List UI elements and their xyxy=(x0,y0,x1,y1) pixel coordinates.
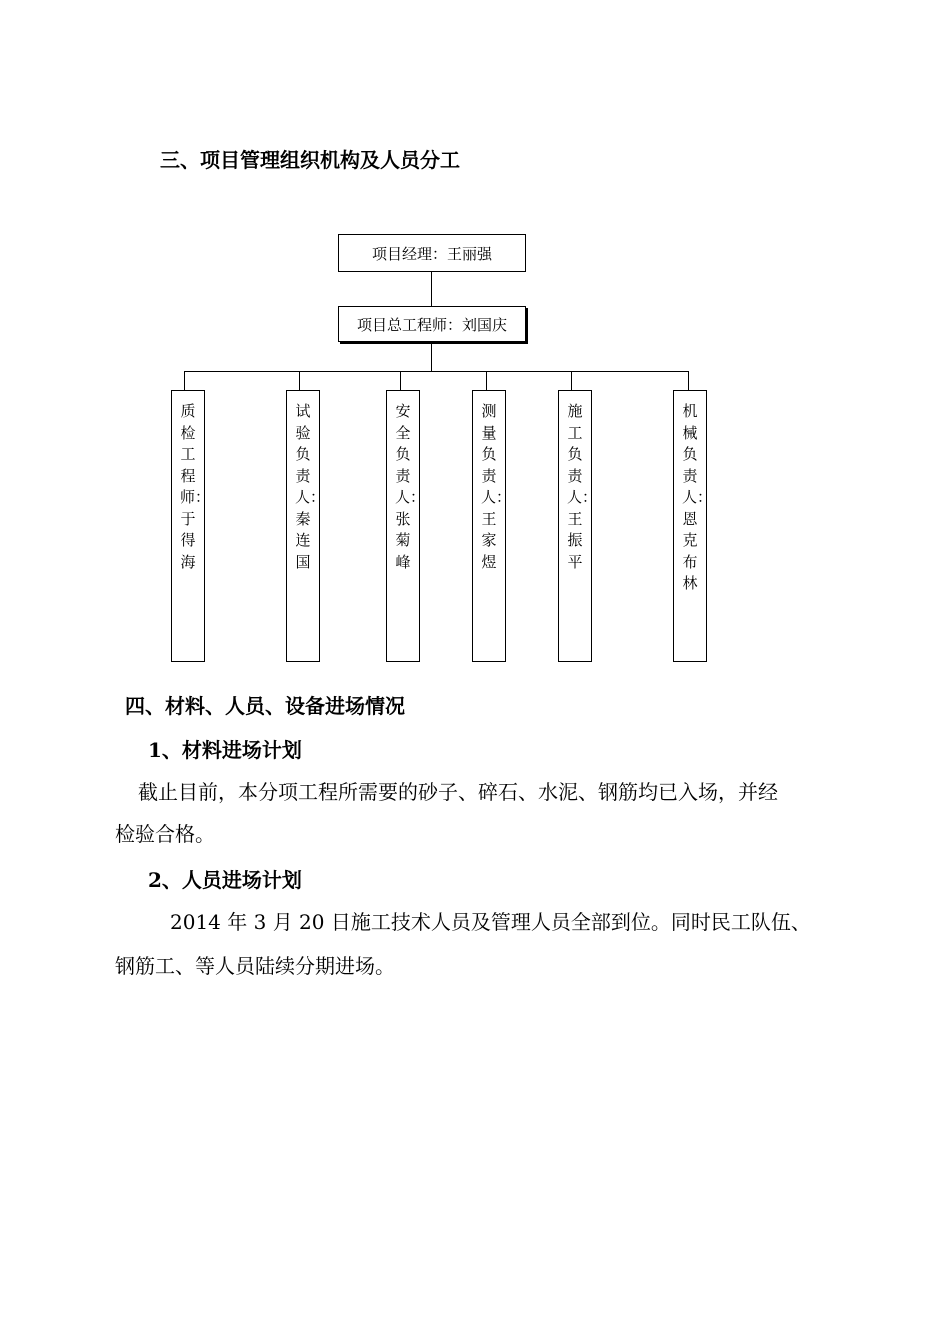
connector-line xyxy=(571,371,572,390)
org-member-label: 测量负责人：王家煜 xyxy=(481,402,512,571)
connector-line xyxy=(299,371,300,390)
org-chief-engineer-box xyxy=(338,306,526,342)
org-member-label: 安全负责人：张菊峰 xyxy=(395,402,426,571)
org-member-box xyxy=(386,390,426,662)
section-3-title: 三、项目管理组织机构及人员分工 xyxy=(160,148,460,172)
connector-line xyxy=(184,371,185,390)
branch-line xyxy=(184,371,689,372)
connector-line xyxy=(400,371,401,390)
org-member-box xyxy=(171,390,211,662)
org-member-box xyxy=(558,390,598,662)
connector-line xyxy=(431,344,432,371)
org-member-box xyxy=(472,390,512,662)
org-manager-label: 项目经理：王丽强 xyxy=(371,244,492,263)
org-member-label: 质检工程师：于得海 xyxy=(180,402,211,571)
subsection-1-title: 1、材料进场计划 xyxy=(148,738,302,762)
org-member-label: 试验负责人：秦连国 xyxy=(295,402,326,571)
paragraph-line: 钢筋工、等人员陆续分期进场。 xyxy=(115,954,395,978)
org-chief-engineer-label: 项目总工程师：刘国庆 xyxy=(356,315,507,334)
org-member-label: 机械负责人：恩克布林 xyxy=(682,402,713,592)
connector-line xyxy=(486,371,487,390)
paragraph-line: 检验合格。 xyxy=(115,822,215,846)
connector-line xyxy=(431,272,432,306)
paragraph-line: 2014 年 3 月 20 日施工技术人员及管理人员全部到位。同时民工队伍、 xyxy=(170,910,811,934)
org-member-box xyxy=(673,390,713,662)
org-manager-box xyxy=(338,234,526,272)
section-4-title: 四、材料、人员、设备进场情况 xyxy=(125,694,405,718)
org-member-label: 施工负责人：王振平 xyxy=(567,402,598,571)
connector-line xyxy=(688,371,689,390)
paragraph-line: 截止目前，本分项工程所需要的砂子、碎石、水泥、钢筋均已入场，并经 xyxy=(138,780,778,804)
subsection-2-title: 2、人员进场计划 xyxy=(148,868,302,892)
org-member-box xyxy=(286,390,326,662)
